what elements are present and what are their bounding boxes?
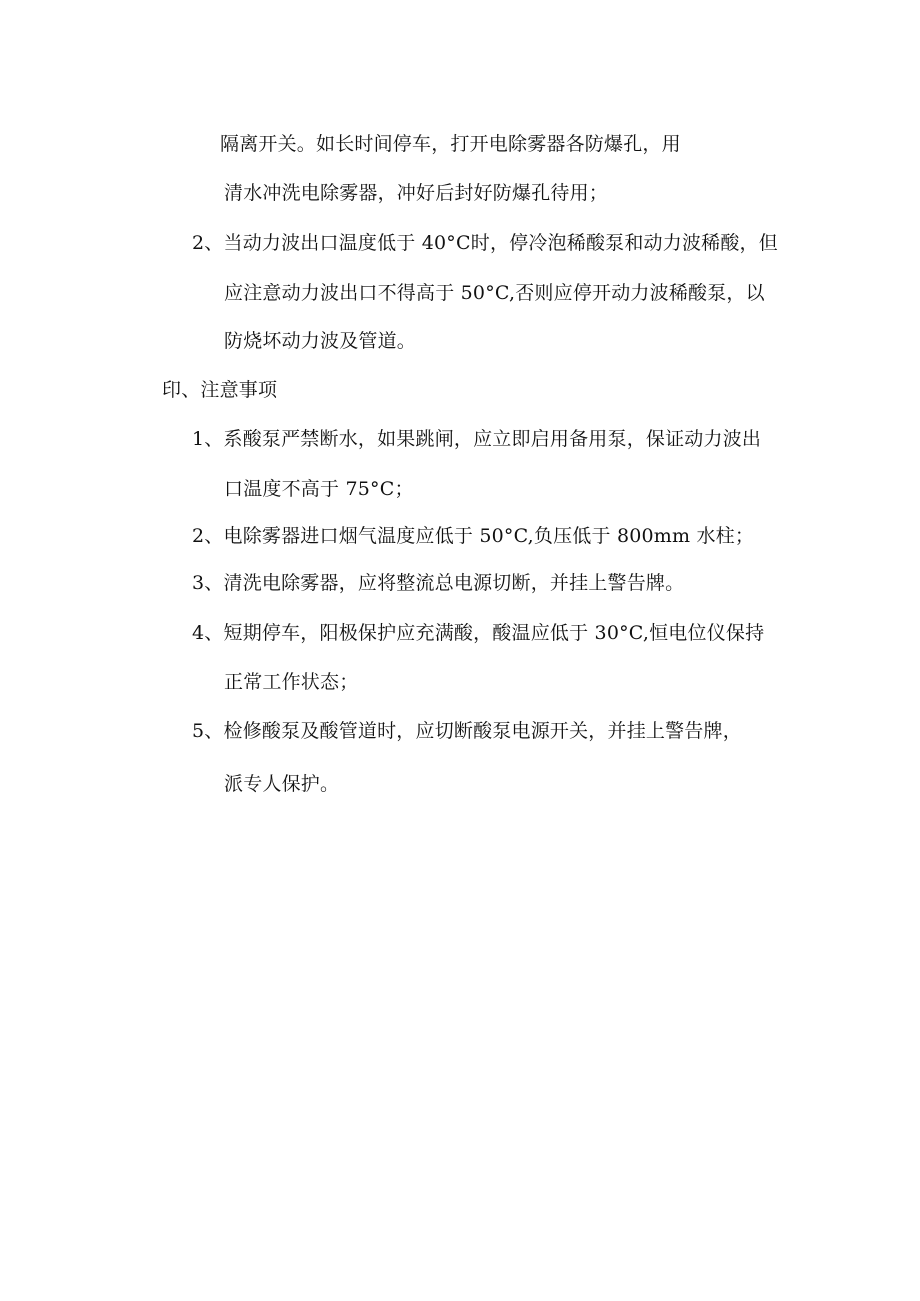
note-5-line-2: 派专人保护。	[224, 773, 340, 795]
item-2-line-2: 应注意动力波出口不得高于 50°C,否则应停开动力波稀酸泵，以	[224, 282, 765, 304]
note-5-line-1: 5、检修酸泵及酸管道时，应切断酸泵电源开关，并挂上警告牌，	[192, 720, 742, 742]
item-2-line-3: 防烧坏动力波及管道。	[224, 330, 417, 352]
note-1-line-1: 1、系酸泵严禁断水，如果跳闸，应立即启用备用泵，保证动力波出	[192, 428, 762, 450]
note-2-line-1: 2、电除雾器进口烟气温度应低于 50°C,负压低于 800mm 水柱；	[192, 525, 755, 547]
continuation-line-2: 清水冲洗电除雾器，冲好后封好防爆孔待用；	[224, 182, 609, 204]
note-4-line-2: 正常工作状态；	[224, 671, 359, 693]
note-1-line-2: 口温度不高于 75°C；	[224, 478, 414, 500]
section-heading: 印、注意事项	[162, 379, 278, 401]
note-3-line-1: 3、清洗电除雾器，应将整流总电源切断，并挂上警告牌。	[192, 572, 685, 594]
note-4-line-1: 4、短期停车，阳极保护应充满酸，酸温应低于 30°C,恒电位仪保持	[192, 622, 765, 644]
continuation-line-1: 隔离开关。如长时间停车，打开电除雾器各防爆孔，用	[220, 133, 681, 155]
item-2-line-1: 2、当动力波出口温度低于 40°C时，停冷泡稀酸泵和动力波稀酸，但	[192, 232, 778, 254]
